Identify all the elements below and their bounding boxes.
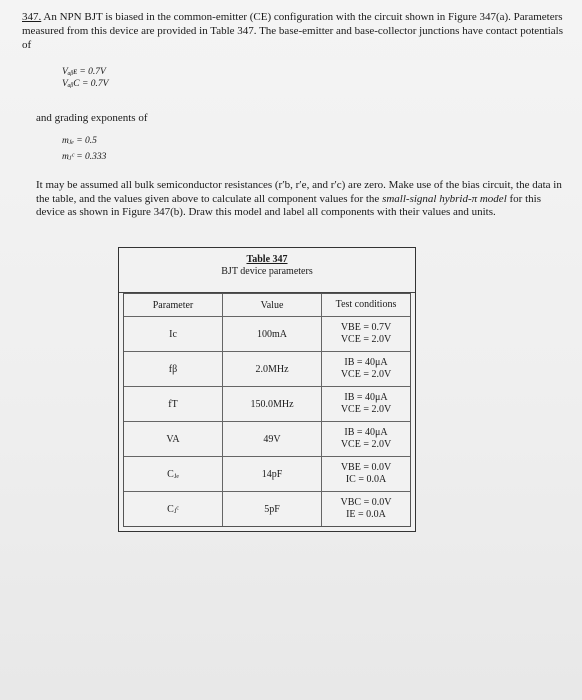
condition-line: VCE = 2.0V bbox=[340, 369, 392, 380]
instructions-emphasis: small-signal hybrid-π model bbox=[382, 192, 507, 205]
condition-line: VCE = 2.0V bbox=[340, 334, 392, 345]
grading-exponent-mjc: mⱼᶜ = 0.333 bbox=[62, 152, 107, 162]
value-cell: 5pF bbox=[223, 492, 322, 526]
instructions-part1: It may be assumed all bulk semiconductor resistances (r′b, r′e, and r′c) are zero. Make use of the bias circuit, the data in the table, and the values given above to calculate all component values for the bbox=[36, 179, 562, 205]
table-row bbox=[124, 387, 410, 422]
table-header-row bbox=[124, 294, 410, 317]
condition-line: IB = 40μA bbox=[344, 357, 388, 368]
parameter-cell: Ic bbox=[124, 317, 223, 351]
value-cell: 49V bbox=[223, 422, 322, 456]
column-header-parameter: Parameter bbox=[124, 294, 223, 316]
condition-line: IC = 0.0A bbox=[345, 474, 387, 485]
contact-potential-vbe: Vₐᵦᴇ = 0.7V bbox=[62, 67, 106, 77]
table-grid bbox=[123, 293, 411, 527]
column-header-value: Value bbox=[223, 294, 322, 316]
condition-line: IE = 0.0A bbox=[346, 509, 386, 520]
condition-line: VBE = 0.7V bbox=[340, 322, 392, 333]
table-row bbox=[124, 422, 410, 457]
value-cell: 14pF bbox=[223, 457, 322, 491]
parameter-cell: fβ bbox=[124, 352, 223, 386]
table-row bbox=[124, 352, 410, 387]
column-header-test-conditions: Test conditions bbox=[335, 299, 397, 310]
conditions-cell bbox=[322, 492, 410, 526]
table-row bbox=[124, 457, 410, 492]
condition-line: VCE = 2.0V bbox=[340, 404, 392, 415]
condition-line: VBC = 0.0V bbox=[340, 497, 392, 508]
conditions-cell bbox=[322, 317, 410, 351]
problem-number: 347. bbox=[22, 11, 42, 23]
condition-line: VBE = 0.0V bbox=[340, 462, 392, 473]
parameter-table bbox=[118, 247, 416, 532]
grading-exponent-list bbox=[62, 135, 106, 163]
conditions-cell bbox=[322, 387, 410, 421]
conditions-cell bbox=[322, 422, 410, 456]
value-cell: 100mA bbox=[223, 317, 322, 351]
table-row bbox=[124, 492, 410, 526]
problem-intro bbox=[22, 10, 567, 52]
table-title: Table 347 bbox=[246, 254, 288, 265]
condition-line: IB = 40μA bbox=[344, 392, 388, 403]
problem-instructions bbox=[36, 179, 568, 220]
conditions-cell bbox=[322, 352, 410, 386]
value-cell: 2.0MHz bbox=[223, 352, 322, 386]
problem-intro-text: An NPN BJT is biased in the common-emitter (CE) configuration with the circuit shown in Figure 347(a). Parameters measured from this device are provided in Table 347. The base-emitter and base-collector junctions have contact potentials of bbox=[22, 11, 563, 51]
value-cell: 150.0MHz bbox=[223, 387, 322, 421]
parameter-cell: fT bbox=[124, 387, 223, 421]
parameter-cell: Cⱼₑ bbox=[124, 457, 223, 491]
condition-line: VCE = 2.0V bbox=[340, 439, 392, 450]
parameter-cell: Cⱼᶜ bbox=[124, 492, 223, 526]
conditions-cell bbox=[322, 457, 410, 491]
table-header bbox=[119, 248, 415, 293]
parameter-cell: VA bbox=[124, 422, 223, 456]
contact-potential-list bbox=[62, 66, 108, 90]
condition-line: IB = 40μA bbox=[344, 427, 388, 438]
grading-intro: and grading exponents of bbox=[36, 112, 148, 124]
table-subtitle: BJT device parameters bbox=[221, 266, 313, 277]
table-row bbox=[124, 317, 410, 352]
instructions-part2: for this device as shown in Figure 347(b). Draw this model and label all components with their values and units. bbox=[36, 192, 541, 218]
grading-exponent-mje: mⱼₑ = 0.5 bbox=[62, 136, 97, 146]
contact-potential-vbc: VₐᵦC = 0.7V bbox=[62, 79, 109, 89]
